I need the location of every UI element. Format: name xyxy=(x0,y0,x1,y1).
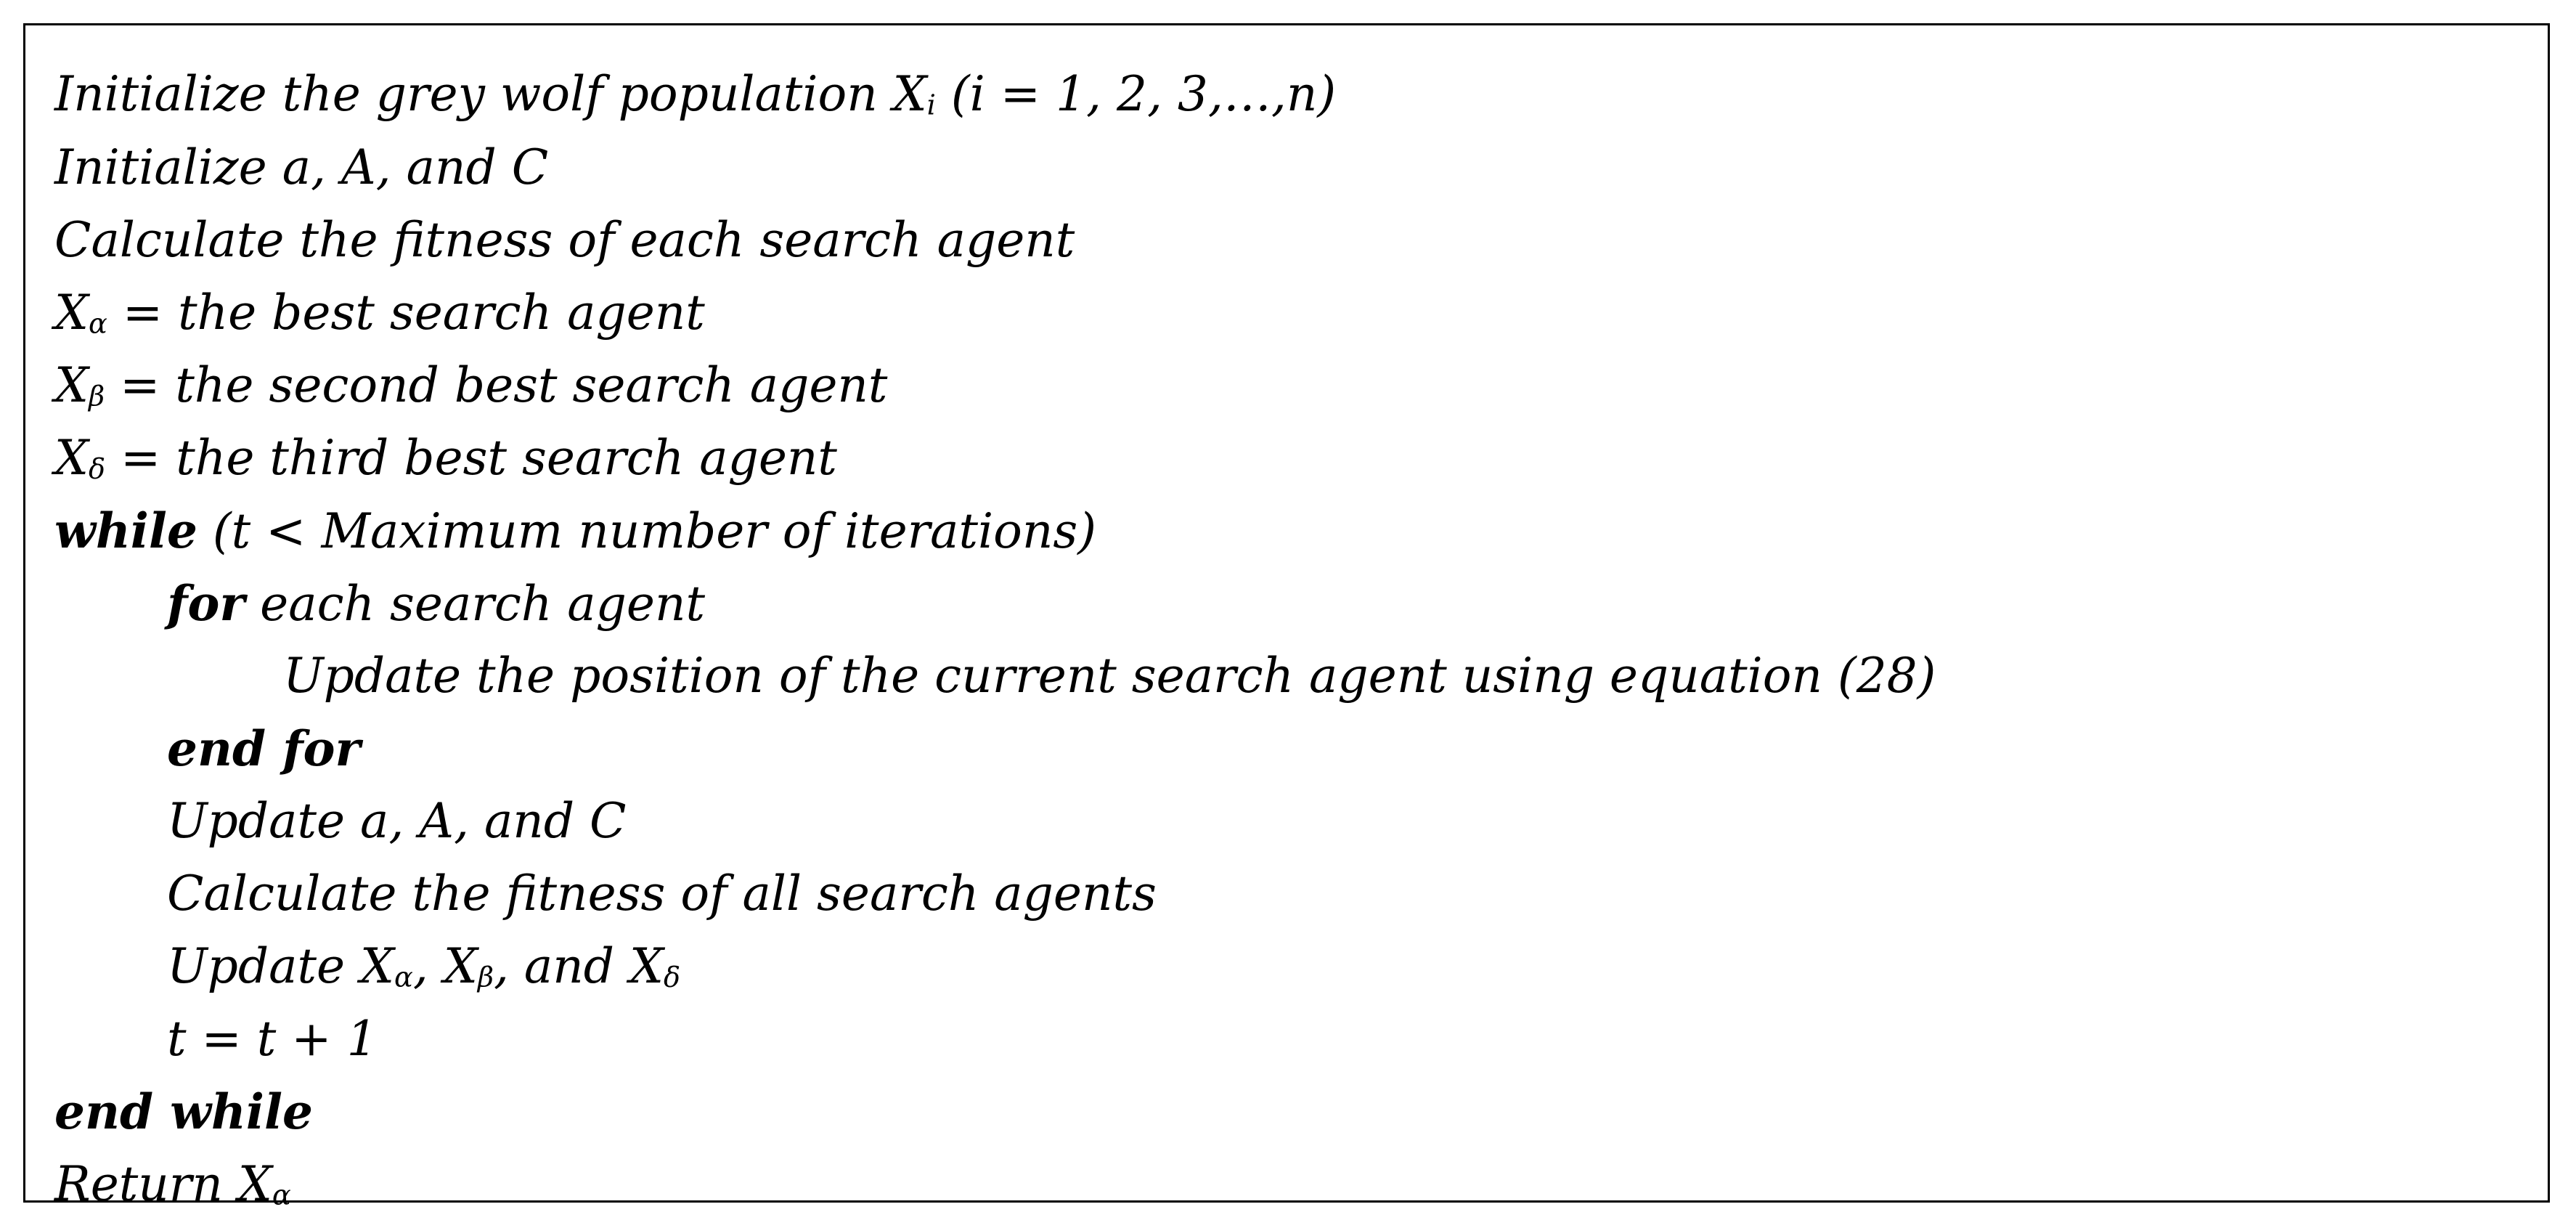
keyword: end for xyxy=(167,720,361,777)
line-text: = the second best search agent xyxy=(105,357,888,413)
subscript: i xyxy=(926,89,936,122)
algorithm-box xyxy=(23,23,2550,1212)
line-text: Calculate the fitness of all search agents xyxy=(167,866,1157,922)
line-text: (i = 1, 2, 3,…,n) xyxy=(935,66,1337,122)
algo-line-update-position xyxy=(283,648,1936,704)
line-text: (t < Maximum number of iterations) xyxy=(197,503,1097,559)
line-text: Update a, A, and C xyxy=(167,793,627,849)
variable: X xyxy=(54,430,89,486)
subscript: α xyxy=(272,1179,291,1212)
line-text: each search agent xyxy=(245,576,705,632)
algo-line-x-delta xyxy=(54,430,837,486)
line-text: , X xyxy=(412,938,478,994)
algo-line-for xyxy=(167,575,705,632)
algo-line-return xyxy=(54,1156,291,1212)
algo-line-init-params xyxy=(54,139,549,195)
subscript: β xyxy=(477,961,494,994)
line-text: Update the position of the current search agent using equation (28) xyxy=(283,648,1936,704)
line-text: Calculate the fitness of each search agent xyxy=(54,212,1075,268)
subscript: β xyxy=(89,380,105,413)
keyword: while xyxy=(54,503,197,559)
subscript: α xyxy=(394,961,413,994)
algo-line-x-beta xyxy=(54,357,888,413)
subscript: δ xyxy=(89,452,106,486)
algo-line-init-population xyxy=(54,66,1337,122)
line-text: = the third best search agent xyxy=(105,430,837,486)
line-text: Initialize a, A, and C xyxy=(54,139,549,195)
algo-line-end-for xyxy=(167,720,361,777)
algo-line-while xyxy=(54,503,1097,559)
line-text: = the best search agent xyxy=(107,285,705,341)
algo-line-increment-t xyxy=(167,1011,378,1067)
variable: X xyxy=(54,357,89,413)
line-text: Initialize the grey wolf population X xyxy=(54,66,927,122)
algo-line-end-while xyxy=(54,1083,314,1140)
algo-line-calc-fitness-all xyxy=(167,866,1157,922)
line-text: , and X xyxy=(493,938,664,994)
keyword: end while xyxy=(54,1083,314,1140)
subscript: δ xyxy=(663,961,681,994)
line-text: Update X xyxy=(167,938,395,994)
keyword: for xyxy=(167,575,245,632)
variable: X xyxy=(54,285,89,341)
line-text: Return X xyxy=(54,1156,272,1212)
algo-line-calc-fitness xyxy=(54,212,1075,268)
algo-line-x-alpha xyxy=(54,285,705,341)
line-text: t = t + 1 xyxy=(167,1011,378,1067)
algo-line-update-leaders xyxy=(167,938,681,994)
subscript: α xyxy=(89,307,107,341)
algo-line-update-params xyxy=(167,793,627,849)
